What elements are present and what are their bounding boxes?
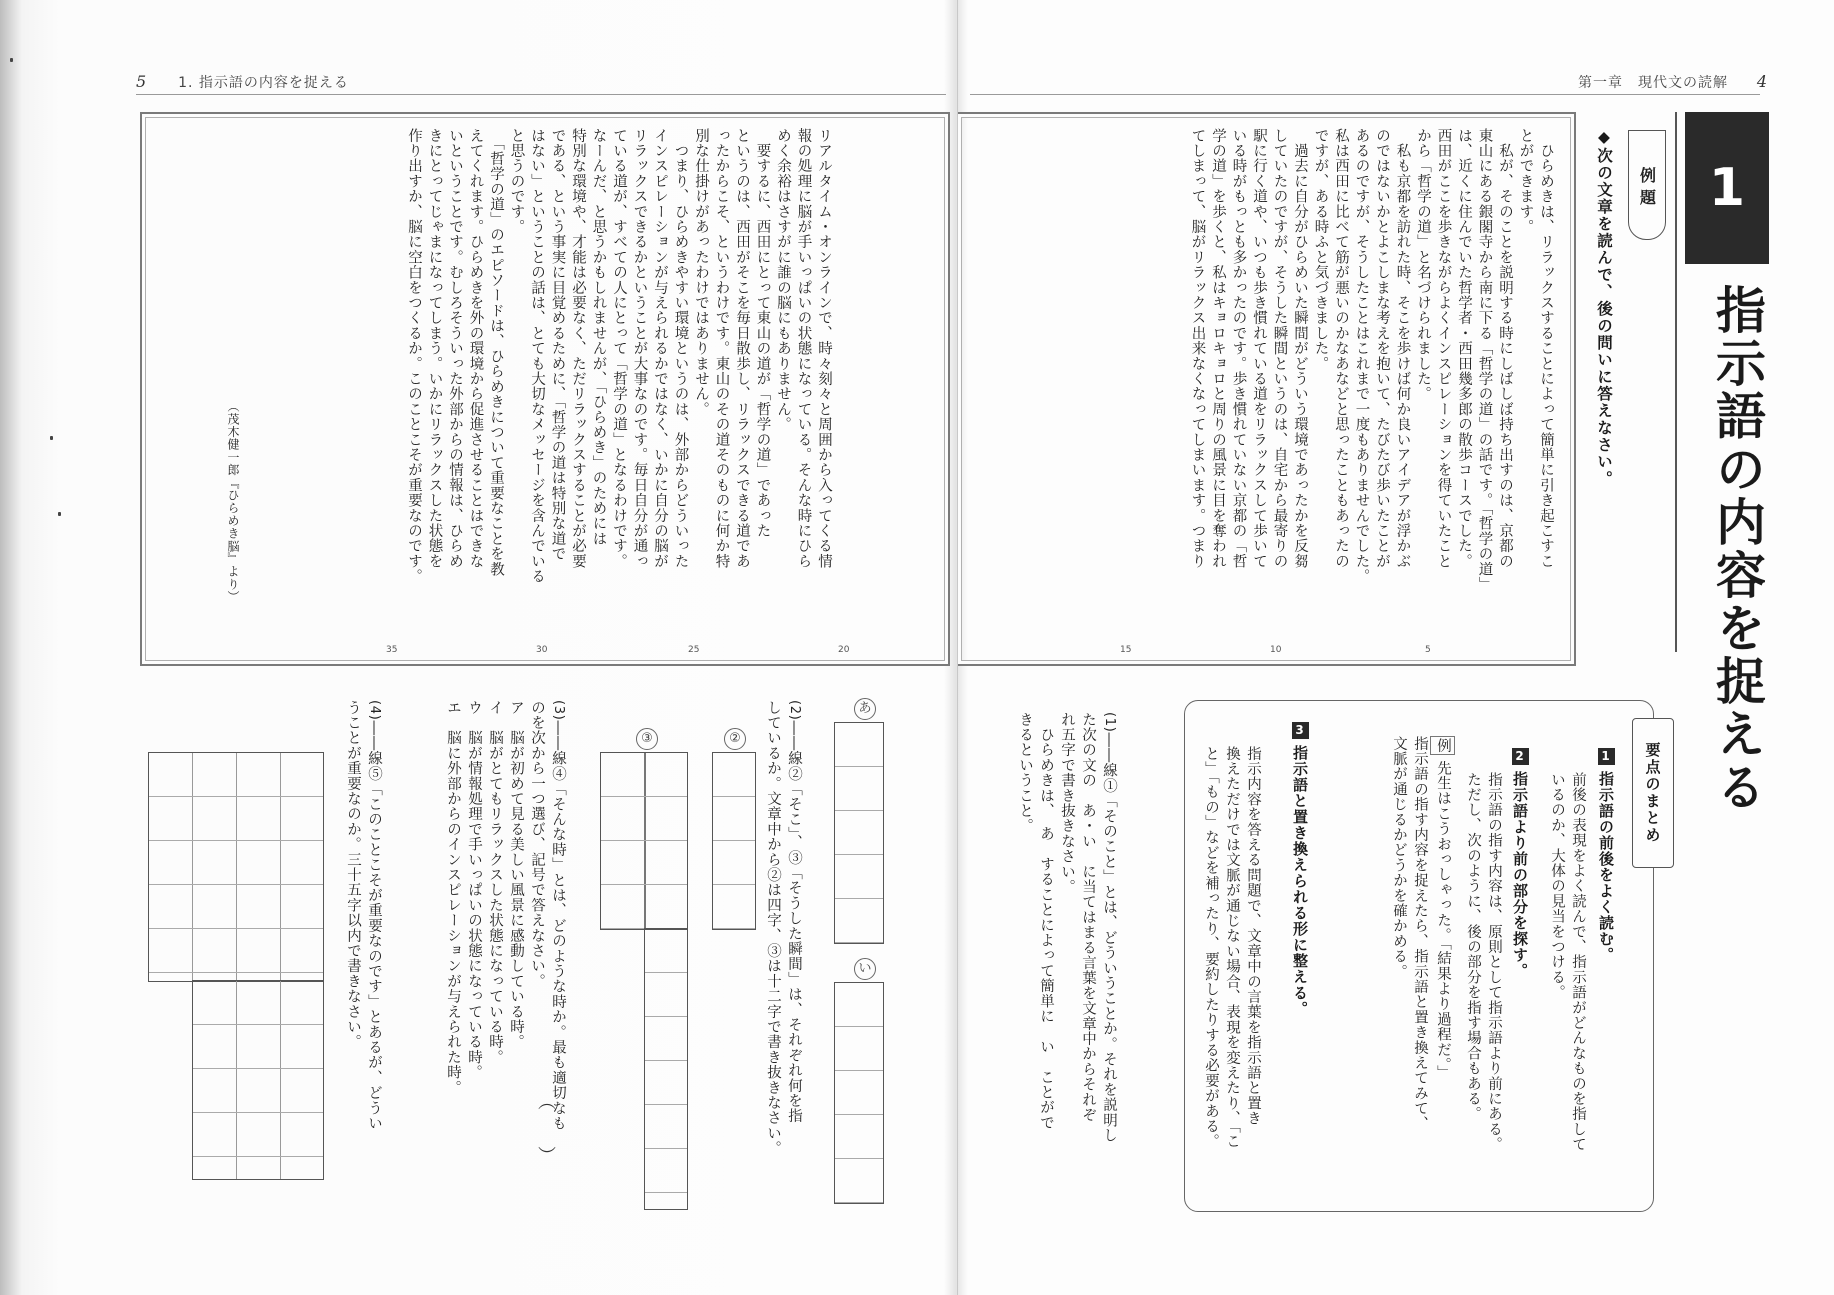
question-line: うことが重要なのか。三十五字以内で書きなさい。 [345, 700, 361, 1050]
answer-label-3: ③ [636, 728, 658, 750]
question-2 [762, 700, 805, 1156]
source-attribution: （茂木健一郎『ひらめき脳』より） [226, 400, 240, 604]
summary-line: 文脈が通じるかどうかを確かめる。 [1391, 736, 1407, 980]
question-line: のを次から一つ選び、記号で答えなさい。 [529, 700, 545, 989]
passage-line: きにとってじゃまになってしまう。いかにリラックスした状態を [426, 128, 443, 569]
summary-tag: 要点のまとめ [1632, 718, 1674, 868]
running-head-text: 第一章 現代文の読解 [1578, 75, 1728, 91]
passage-line: していたのですが、そうした瞬間というのは、自宅から最寄りの [1271, 128, 1288, 569]
scan-speck [58, 512, 61, 516]
passage-line: 私も京都を訪れた時、そこを歩けば何か良いアイデアが浮かぶ [1394, 128, 1411, 569]
passage-line: 「哲学の道」のエピソードは、ひらめきについて重要なことを教 [488, 128, 504, 577]
unit-title: 指示語の内容を捉える [1708, 284, 1766, 814]
passage-line: 報の処理に脳が手いっぱいの状態になっている。そんな時にひら [795, 128, 812, 569]
example-text: 先生はこうおっしゃった。「結果より過程だ。」 [1435, 760, 1451, 1081]
summary-example [1388, 736, 1455, 1131]
summary-line: 換えただけでは文脈が通じない場合、表現を変えたり、「こ [1224, 746, 1240, 1150]
banner-rule [1675, 112, 1677, 652]
answer-label-i: い [854, 958, 876, 980]
answer-box-3-lower[interactable] [644, 928, 688, 1210]
summary-line: 指示語の指す内容は、原則として指示語より前にある。 [1486, 772, 1502, 1152]
passage-line: のではないかとよこしまな考えを抱いて、たびたび歩いたことが [1374, 128, 1390, 569]
right-running-head [1578, 72, 1768, 92]
question-number: (4)――線⑤「このことこそが重要なのです」とあるが、どうい [366, 700, 382, 1131]
choice-a[interactable]: ア 脳が初めて見る美しい風景に感動している時。 [508, 700, 524, 1050]
answer-box-a[interactable] [834, 722, 884, 944]
line-number: 15 [1120, 645, 1132, 655]
header-rule [970, 94, 1760, 95]
header-rule [136, 94, 946, 95]
item-number: 1 [1598, 748, 1615, 765]
question-4 [342, 700, 385, 1131]
passage-line: なーんだ、と思うかもしれませんが、「ひらめき」のためには [590, 128, 607, 547]
passage-line: いということです。むしろそういった外部からの情報は、ひらめ [447, 128, 463, 569]
passage-line: から「哲学の道」と名づけられました。 [1415, 128, 1431, 402]
summary-example-line [1430, 736, 1455, 1131]
line-number: 5 [1425, 645, 1431, 655]
passage-right [1187, 128, 1556, 648]
passage-line: とができます。 [1517, 128, 1534, 235]
passage-line: ひらめきは、リラックスすることによって簡単に引き起こすこ [1538, 128, 1554, 569]
line-number: 30 [536, 645, 548, 655]
unit-number: 1 [1685, 112, 1769, 264]
passage-line: というのは、西田がそこを毎日散歩し、リラックスできる道であ [734, 128, 750, 569]
passage-line: ている道が、すべての人にとって「哲学の道」となるわけです。 [611, 128, 627, 569]
passage-line: リラックスできるかということが大事なのです。毎日自分が通っ [631, 128, 648, 569]
passage-line: 西田がここを歩きながらよくインスピレーションを得ていたこと [1435, 128, 1452, 569]
scan-speck [10, 58, 13, 62]
answer-label-2: ② [724, 728, 746, 750]
scan-speck [50, 436, 53, 440]
question-line: た次の文の あ・い に当てはまる言葉を文章中からそれぞ [1080, 712, 1096, 1123]
page-number: 4 [1756, 72, 1769, 91]
passage-line: インスピレーションが与えられるかではなく、いかに自分の脳が [652, 128, 668, 569]
choice-e[interactable]: エ 脳に外部からのインスピレーションが与えられた時。 [445, 700, 461, 1096]
item-head-text: 指示語の前後をよく読む。 [1597, 771, 1615, 963]
question-line: れ五字で書き抜きなさい。 [1059, 712, 1075, 895]
passage-line: つまり、ひらめきやすい環境というのは、外部からどういった [672, 128, 689, 569]
summary-item-body [1546, 772, 1588, 1152]
answer-box-4-lower[interactable] [192, 980, 324, 1180]
item-number: 3 [1292, 722, 1309, 739]
question-number: (1)――線①「そのこと」とは、どういうことか。それを説明し [1101, 712, 1117, 1143]
line-number: 10 [1270, 645, 1282, 655]
question-number: (2)――線②「そこ」、③「そうした瞬間」は、それぞれ何を指 [786, 700, 802, 1124]
summary-item-head [1290, 722, 1311, 1017]
passage-line: 過去に自分がひらめいた瞬間がどういう環境であったかを反芻 [1292, 128, 1308, 569]
passage-line: 要するに、西田にとって東山の道が「哲学の道」であった [754, 128, 771, 539]
summary-line: いるのか、大体の見当をつける。 [1549, 772, 1565, 1000]
passage-line: 別な仕掛けがあったわけではありません。 [693, 128, 709, 417]
question-line: しているか。文章中から②は四字、③は十二字で書き抜きなさい。 [765, 700, 781, 1156]
summary-line: ただし、次のように、後の部分を指す場合もある。 [1465, 772, 1481, 1122]
example-instruction: ◆次の文章を読んで、後の問いに答えなさい。 [1595, 128, 1613, 488]
passage-line: いる時がもっとも多かったのです。歩き慣れていない京都の「哲 [1230, 128, 1247, 569]
question-line: きるということ。 [1017, 712, 1033, 834]
answer-box-i[interactable] [834, 982, 884, 1204]
question-1 [1014, 712, 1120, 1143]
summary-item-body [1200, 746, 1263, 1149]
passage-line: 学の道」を歩くと、私はキョロキョロと周りの風景に目を奪われ [1210, 128, 1226, 569]
passage-line: ったからこそ、というわけです。東山のその道そのものに何か特 [713, 128, 730, 569]
passage-line: 私は西田に比べて筋が悪いのかなあなどと思ったこともあったの [1333, 128, 1349, 569]
passage-line: てしまって、脳がリラックス出来なくなってしまいます。つまり [1189, 128, 1206, 569]
passage-line: 東山にある銀閣寺から南に下る「哲学の道」の話です。「哲学の道」 [1476, 128, 1493, 592]
passage-line: めく余裕はさすがに誰の脳にもありません。 [775, 128, 791, 432]
passage-line: ですが、ある時ふと気づきました。 [1312, 128, 1329, 372]
summary-line: 指示内容を答える問題で、文章中の言葉を指示語と置き [1245, 746, 1261, 1126]
passage-left [404, 128, 835, 648]
choice-u[interactable]: ウ 脳が情報処理で手いっぱいの状態になっている時。 [466, 700, 482, 1080]
passage-line: である、という事実に目覚めるために、「哲学の道は特別な道で [549, 128, 566, 562]
answer-label-a: あ [854, 698, 876, 720]
question-3 [442, 700, 569, 1131]
summary-line: 前後の表現をよく読んで、指示語がどんなものを指して [1570, 772, 1586, 1152]
summary-item-body [1462, 772, 1504, 1152]
left-running-head [136, 72, 349, 92]
summary-item-head [1510, 748, 1531, 979]
summary-line: と」「もの」などを補ったり、要約したりする必要がある。 [1203, 746, 1219, 1150]
line-number: 20 [838, 645, 850, 655]
passage-line: えてくれます。ひらめきを外の環境から促進させることはできな [467, 128, 484, 569]
passage-line: は、近くに住んでいた哲学者・西田幾多郎の散歩コースでした。 [1456, 128, 1472, 569]
passage-line: と思うのです。 [508, 128, 525, 235]
question-line: ひらめきは、 あ することによって簡単に い ことがで [1038, 712, 1054, 1131]
answer-box-2[interactable] [712, 752, 756, 930]
passage-line: 特別な環境や、才能は必要なく、ただリラックスすることが必要 [570, 128, 586, 569]
item-number: 2 [1512, 748, 1529, 765]
example-label: 例 [1430, 736, 1455, 755]
passage-line: 作り出すか、脳に空白をつくるか。このことこそが重要なのです。 [406, 128, 422, 584]
passage-line: はない」ということの話は、とても大切なメッセージを含んでいる [529, 128, 545, 584]
passage-line: 私が、そのことを説明する時にしばしば持ち出すのは、京都の [1497, 128, 1513, 569]
summary-item-head [1596, 748, 1617, 963]
passage-line: あるのですが、そうしたことはこれまで一度もありませんでした。 [1353, 128, 1370, 584]
answer-bracket[interactable]: （ ） [535, 1092, 556, 1164]
page-number: 5 [136, 72, 148, 91]
question-number: (3)――線④「そんな時」とは、どのような時か。最も適切なも [550, 700, 566, 1131]
unit-banner [1685, 112, 1769, 814]
summary-line: 指示語の指す内容を捉えたら、指示語と置き換えてみて、 [1412, 736, 1428, 1132]
line-number: 25 [688, 645, 700, 655]
answer-box-4-upper[interactable] [148, 752, 324, 982]
passage-line: リアルタイム・オンラインで、時々刻々と周囲から入ってくる情 [816, 128, 832, 569]
choice-i[interactable]: イ 脳がとてもリラックスした状態になっている時。 [487, 700, 503, 1065]
passage-line: 駅に行く道や、いつも歩き慣れている道をリラックスして歩いて [1251, 128, 1267, 569]
line-number: 35 [386, 645, 398, 655]
item-head-text: 指示語より前の部分を探す。 [1511, 771, 1529, 979]
item-head-text: 指示語と置き換えられる形に整える。 [1291, 745, 1309, 1017]
running-head-text: 1. 指示語の内容を捉える [178, 75, 349, 91]
example-tag: 例題 [1628, 130, 1666, 240]
answer-box-3-upper[interactable] [600, 752, 688, 930]
